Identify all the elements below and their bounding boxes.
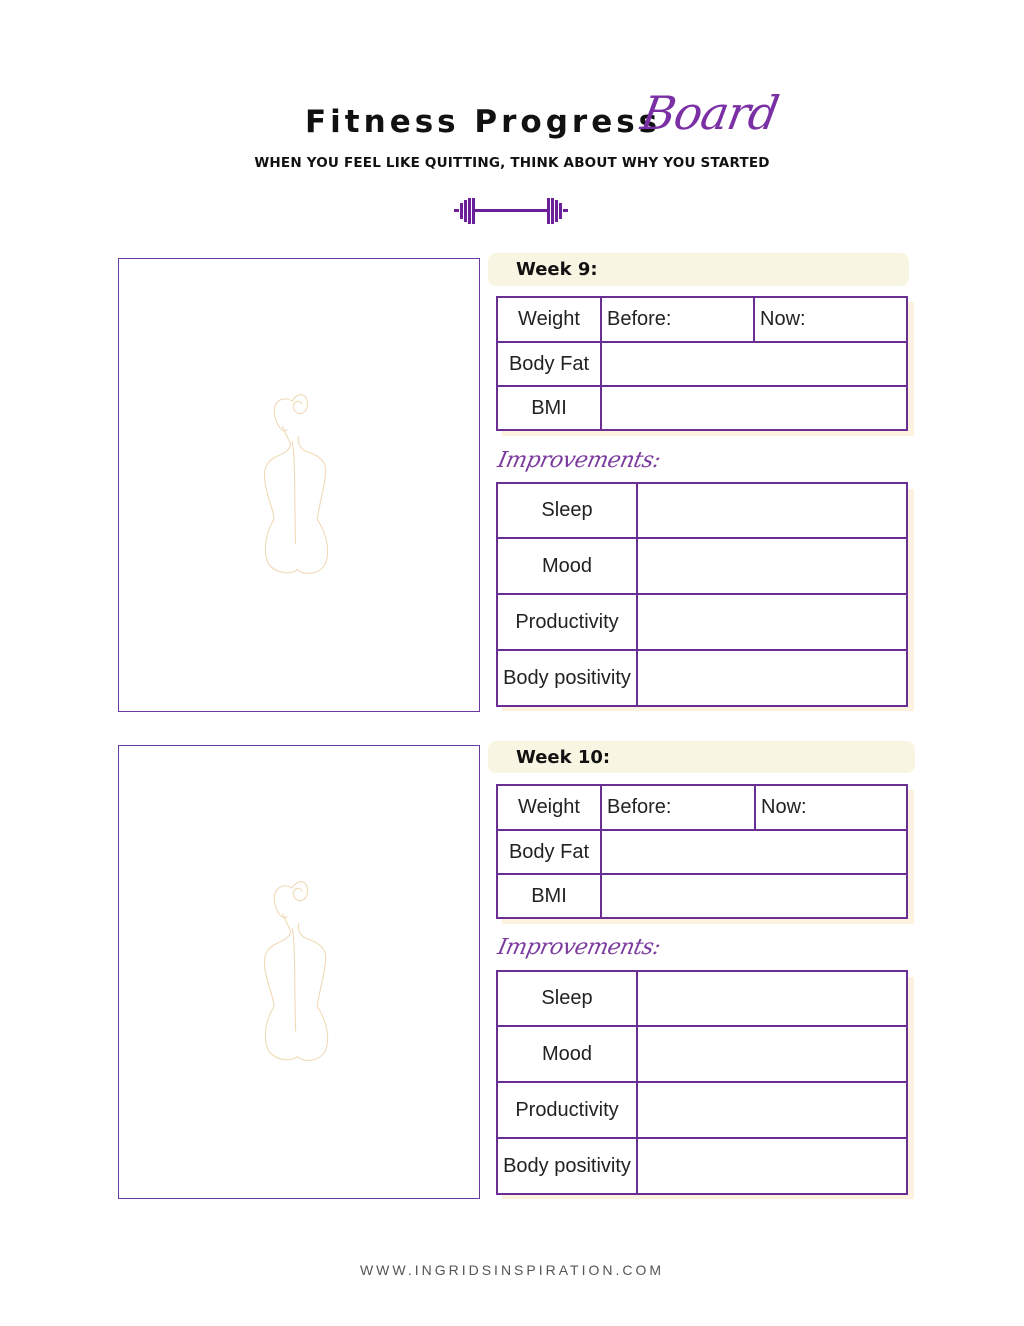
improvements-heading: Improvements:	[495, 448, 663, 473]
sleep-label: Sleep	[497, 483, 637, 538]
sleep-label: Sleep	[497, 971, 637, 1026]
mood-label: Mood	[497, 538, 637, 594]
week-header-10	[488, 741, 915, 773]
bmi-label: BMI	[497, 874, 601, 918]
body-outline-illustration	[249, 367, 349, 597]
productivity-field[interactable]	[637, 594, 907, 650]
metrics-table-week-10	[496, 784, 908, 919]
mood-field[interactable]	[637, 538, 907, 594]
metrics-table-week-9	[496, 296, 908, 431]
weight-before-field[interactable]: Before:	[601, 785, 755, 830]
body-fat-label: Body Fat	[497, 830, 601, 874]
weight-label: Weight	[497, 297, 601, 342]
productivity-label: Productivity	[497, 594, 637, 650]
photo-frame-week-10[interactable]	[118, 745, 480, 1199]
weight-now-field[interactable]: Now:	[754, 297, 907, 342]
page-title: Fitness Progress	[305, 104, 662, 140]
body-fat-field[interactable]	[601, 342, 907, 386]
body-positivity-label: Body positivity	[497, 650, 637, 706]
week-label: Week 10:	[516, 747, 611, 768]
page-subtitle: WHEN YOU FEEL LIKE QUITTING, THINK ABOUT WHY YOU STARTED	[254, 155, 770, 171]
week-label: Week 9:	[516, 259, 598, 280]
sleep-field[interactable]	[637, 483, 907, 538]
barbell-icon	[452, 196, 570, 226]
weight-now-field[interactable]: Now:	[755, 785, 907, 830]
productivity-field[interactable]	[637, 1082, 907, 1138]
improvements-table-week-9	[496, 482, 908, 707]
improvements-table-week-10	[496, 970, 908, 1195]
body-positivity-field[interactable]	[637, 1138, 907, 1194]
bmi-field[interactable]	[601, 386, 907, 430]
bmi-label: BMI	[497, 386, 601, 430]
mood-label: Mood	[497, 1026, 637, 1082]
photo-frame-week-9[interactable]	[118, 258, 480, 712]
bmi-field[interactable]	[601, 874, 907, 918]
body-positivity-field[interactable]	[637, 650, 907, 706]
body-fat-field[interactable]	[601, 830, 907, 874]
sleep-field[interactable]	[637, 971, 907, 1026]
body-outline-illustration	[249, 854, 349, 1084]
page-title-script: Board	[637, 86, 783, 140]
mood-field[interactable]	[637, 1026, 907, 1082]
body-positivity-label: Body positivity	[497, 1138, 637, 1194]
improvements-heading: Improvements:	[495, 935, 663, 960]
weight-before-field[interactable]: Before:	[601, 297, 754, 342]
body-fat-label: Body Fat	[497, 342, 601, 386]
footer-website: WWW.INGRIDSINSPIRATION.COM	[359, 1262, 665, 1278]
productivity-label: Productivity	[497, 1082, 637, 1138]
weight-label: Weight	[497, 785, 601, 830]
week-header-9	[488, 253, 909, 286]
